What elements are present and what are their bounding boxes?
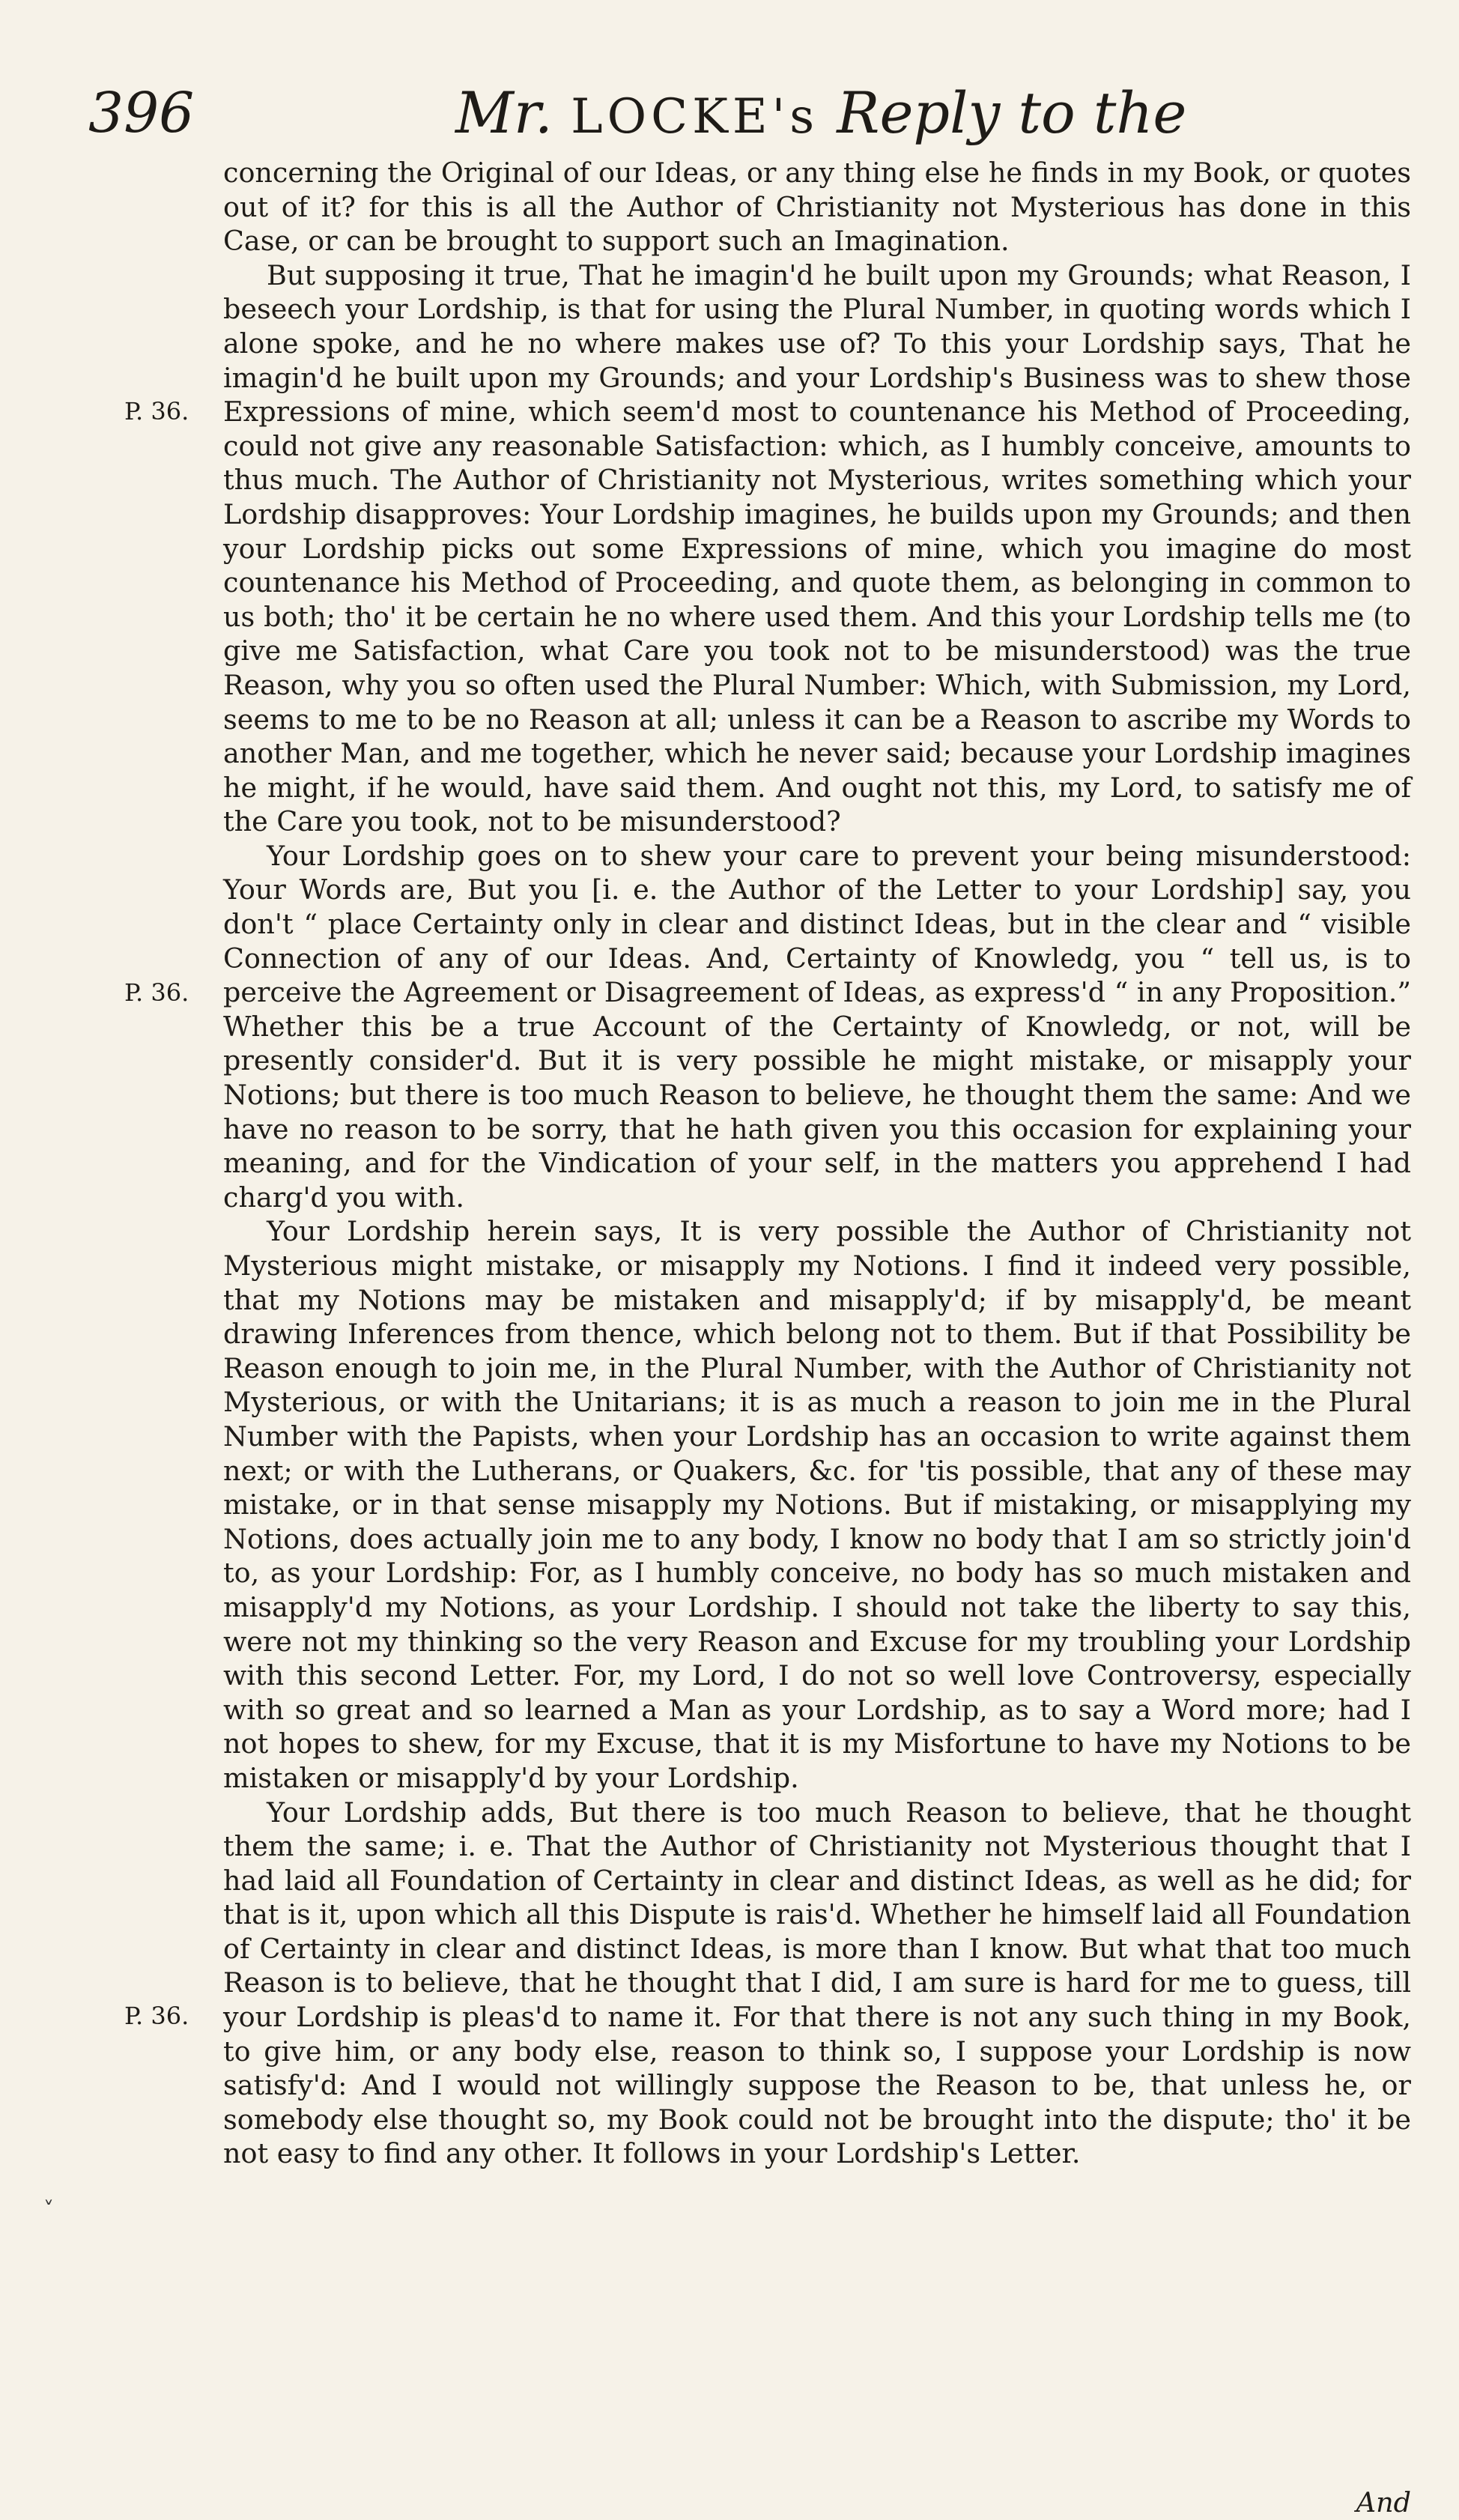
paragraph-5: Your Lordship adds, But there is too much Reason to believe, that he thought them the same; i. e. That the Author of Christianity not Mysterious thought that I had laid all Foundation of Certainty in clear and distinct Ideas, as well as he did; for that is it, upon which all this Dispute is rais'd. Whether he himself laid all Foundation of Certainty in clear and distinct Ideas, is more than I know. But what that too much Reason is to believe, that he thought that I did, I am sure is hard for me to guess, till your Lordship is pleas'd to name it. For that there is not any such thing in my Book, to give him, or any body else, reason to think so, I suppose your Lordship is now satisfy'd: And I would not willingly suppose the Reason to be, that unless he, or somebody else thought so, my Book could not be brought into the dispute; tho' it be not easy to find any other. It follows in your Lordship's Letter.	[223, 1796, 1411, 2170]
page-number: 396	[88, 81, 195, 145]
paragraph-4: Your Lordship herein says, It is very possible the Author of Christianity not Mysterious might mistake, or misapply my Notions. I find it indeed very possible, that my Notions may be mistaken and misapply'd; if by misapply'd, be meant drawing Inferences from thence, which belong not to them. But if that Possibility be Reason enough to join me, in the Plural Number, with the Author of Christianity not Mysterious, or with the Unitarians; it is as much a reason to join me in the Plural Number with the Papists, when your Lordship has an occasion to write against them next; or with the Lutherans, or Quakers, &c. for 'tis possible, that any of these may mistake, or in that sense misapply my Notions. But if mistaking, or misapplying my Notions, does actually join me to any body, I know no body that I am so strictly join'd to, as your Lordship: For, as I humbly conceive, no body has so much mistaken and misapply'd my Notions, as your Lordship. I should not take the liberty to say this, were not my thinking so the very Reason and Excuse for my troubling your Lordship with this second Letter. For, my Lord, I do not so well love Controversy, especially with so great and so learned a Man as your Lordship, as to say a Word more; had I not hopes to shew, for my Excuse, that it is my Misfortune to have my Notions to be mistaken or misapply'd by your Lordship.	[223, 1215, 1411, 1794]
marginal-tick: ˅	[43, 2197, 54, 2222]
page-header	[88, 72, 1437, 154]
paragraph-3: Your Lordship goes on to shew your care to prevent your being misunderstood: Your Words are, But you [i. e. the Author of the Letter to your Lordship] say, you don't “ place Certainty only in clear and distinct Ideas, but in the clear and “ visible Connection of any of our Ideas. And, Certainty of Knowledg, you “ tell us, is to perceive the Agreement or Disagreement of Ideas, as express'd “ in any Proposition.” Whether this be a true Account of the Certainty of Knowledg, or not, will be presently consider'd. But it is very possible he might mistake, or misapply your Notions; but there is too much Reason to believe, he thought them the same: And we have no reason to be sorry, that he hath given you this occasion for explaining your meaning, and for the Vindication of your self, in the matters you apprehend I had charg'd you with.	[223, 839, 1411, 1214]
body-text	[223, 156, 1411, 2171]
paragraph-2: But supposing it true, That he imagin'd he built upon my Grounds; what Reason, I beseech your Lordship, is that for using the Plural Number, in quoting words which I alone spoke, and he no where makes use of? To this your Lordship says, That he imagin'd he built upon my Grounds; and your Lordship's Business was to shew those Expressions of mine, which seem'd most to countenance his Method of Proceeding, could not give any reasonable Satisfaction: which, as I humbly conceive, amounts to thus much. The Author of Christianity not Mysterious, writes something which your Lordship disapproves: Your Lordship imagines, he builds upon my Grounds; and then your Lordship picks out some Expressions of mine, which you imagine do most countenance his Method of Proceeding, and quote them, as belonging in common to us both; tho' it be certain he no where used them. And this your Lordship tells me (to give me Satisfaction, what Care you took not to be misunderstood) was the true Reason, why you so often used the Plural Number: Which, with Submission, my Lord, seems to me to be no Reason at all; unless it can be a Reason to ascribe my Words to another Man, and me together, which he never said; because your Lordship imagines he might, if he would, have said them. And ought not this, my Lord, to satisfy me of the Care you took, not to be misunderstood?	[223, 258, 1411, 838]
running-head-name: LOCKE's	[571, 89, 819, 145]
paragraph-1: concerning the Original of our Ideas, or any thing else he finds in my Book, or quotes out of it? for this is all the Author of Christianity not Mysterious has done in this Case, or can be brought to support such an Imagination.	[223, 157, 1411, 258]
margin-note-1: P. 36.	[124, 397, 189, 425]
running-head-rest: Reply to the	[837, 79, 1187, 146]
running-head	[455, 72, 1186, 158]
catchword: And	[1356, 2486, 1411, 2519]
margin-note-2: P. 36.	[124, 978, 189, 1007]
margin-note-3: P. 36.	[124, 2002, 189, 2030]
running-head-prefix: Mr.	[455, 79, 553, 146]
